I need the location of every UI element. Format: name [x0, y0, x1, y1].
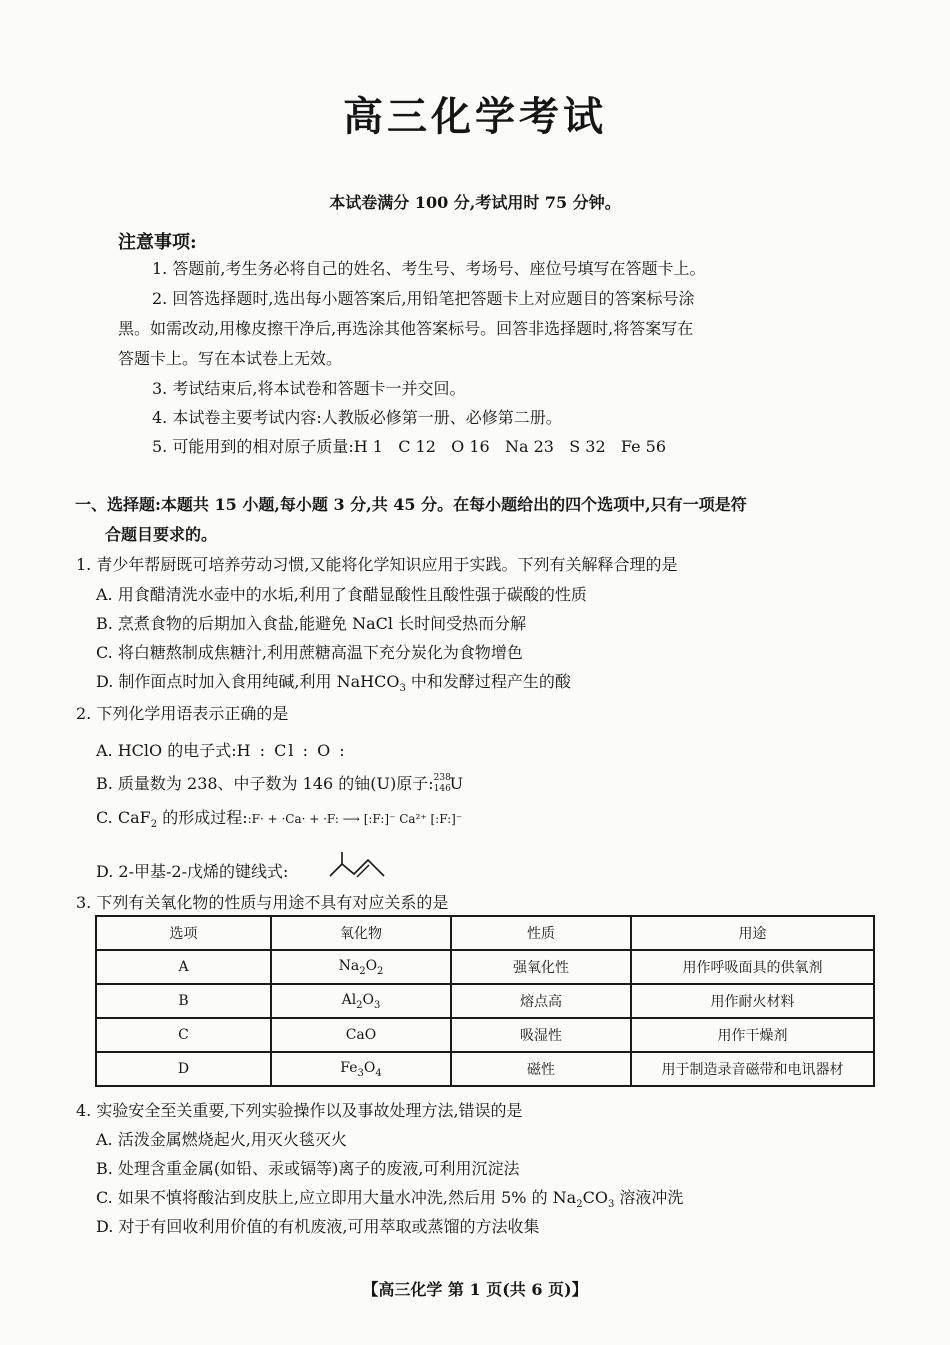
- question-4-option-d: D. 对于有回收利用价值的有机废液,可用萃取或蒸馏的方法收集: [96, 1217, 540, 1236]
- subscript: 3: [607, 1199, 615, 1211]
- formula: Fe: [340, 1059, 358, 1076]
- table-header-row: [96, 916, 874, 950]
- table-header: 氧化物: [271, 916, 451, 950]
- subscript: 3: [357, 1067, 364, 1079]
- question-1-option-c: C. 将白糖熬制成焦糖汁,利用蔗糖高温下充分炭化为食物增色: [96, 643, 523, 662]
- formula: Al: [341, 991, 357, 1008]
- page-footer: 【高三化学 第 1 页(共 6 页)】: [362, 1280, 588, 1299]
- bond-line-structure-icon: [328, 850, 388, 882]
- table-row: [96, 1052, 874, 1086]
- table-cell: [271, 950, 451, 984]
- section-heading: 一、选择题:本题共 15 小题,每小题 3 分,共 45 分。在每小题给出的四个选项中,只有一项是符: [75, 495, 747, 514]
- question-2-stem: 2. 下列化学用语表示正确的是: [76, 704, 289, 723]
- table-cell: 用作呼吸面具的供氧剂: [631, 950, 874, 984]
- nuclide-symbol: [433, 772, 464, 794]
- notice-item: 黑。如需改动,用橡皮擦干净后,再选涂其他答案标号。回答非选择题时,将答案写在: [118, 319, 694, 338]
- table-cell: 磁性: [451, 1052, 631, 1086]
- table-header: 性质: [451, 916, 631, 950]
- question-1-option-a: A. 用食醋清洗水壶中的水垢,利用了食醋显酸性且酸性强于碳酸的性质: [96, 585, 587, 604]
- element-symbol: U: [449, 773, 464, 793]
- question-4-option-a: A. 活泼金属燃烧起火,用灭火毯灭火: [96, 1130, 347, 1149]
- formula: CO: [582, 1188, 608, 1207]
- option-text: D. 制作面点时加入食用纯碱,利用 NaHCO: [96, 672, 400, 691]
- option-text: A. HClO 的电子式:: [96, 741, 237, 760]
- table-cell: 吸湿性: [451, 1018, 631, 1052]
- table-cell: C: [96, 1018, 271, 1052]
- table-cell: CaO: [271, 1018, 451, 1052]
- table-cell: [271, 1052, 451, 1086]
- question-4-option-c: [96, 1185, 683, 1210]
- table-row: [96, 1018, 874, 1052]
- question-1-option-d: [96, 669, 571, 694]
- table-header: 用途: [631, 916, 874, 950]
- notice-item: 5. 可能用到的相对原子质量:H 1 C 12 O 16 Na 23 S 32 Fe 56: [152, 437, 667, 456]
- question-2-option-d: D. 2-甲基-2-戊烯的键线式:: [96, 862, 289, 881]
- question-2-option-c: [96, 805, 462, 830]
- notice-item: 4. 本试卷主要考试内容:人教版必修第一册、必修第二册。: [152, 408, 562, 427]
- formula: O: [365, 957, 378, 974]
- exam-info: 本试卷满分 100 分,考试用时 75 分钟。: [329, 193, 621, 212]
- question-4-option-b: B. 处理含重金属(如铅、汞或镉等)离子的废液,可利用沉淀法: [96, 1159, 520, 1178]
- oxide-table: [95, 915, 875, 1087]
- table-cell: 熔点高: [451, 984, 631, 1018]
- table-cell: D: [96, 1052, 271, 1086]
- subscript: 2: [356, 999, 363, 1011]
- table-cell: A: [96, 950, 271, 984]
- page-title: 高三化学考试: [343, 93, 607, 140]
- subscript: 2: [150, 819, 158, 831]
- subscript: 2: [359, 965, 366, 977]
- table-cell: 用作干燥剂: [631, 1018, 874, 1052]
- option-text: 中和发酵过程产生的酸: [405, 672, 571, 691]
- question-3-stem: 3. 下列有关氧化物的性质与用途不具有对应关系的是: [76, 893, 449, 912]
- section-heading-cont: 合题目要求的。: [105, 525, 218, 544]
- table-row: [96, 950, 874, 984]
- table-header: 选项: [96, 916, 271, 950]
- question-1-option-b: B. 烹煮食物的后期加入食盐,能避免 NaCl 长时间受热而分解: [96, 614, 527, 633]
- table-cell: 用作耐火材料: [631, 984, 874, 1018]
- subscript: 2: [377, 965, 384, 977]
- option-text: 溶液冲洗: [614, 1188, 684, 1207]
- subscript: 3: [374, 999, 381, 1011]
- formation-process: :F· + ·Ca· + ·F: ⟶ [:F:]⁻ Ca²⁺ [:F:]⁻: [247, 812, 463, 826]
- table-cell: B: [96, 984, 271, 1018]
- option-text: 的形成过程:: [157, 808, 248, 827]
- notice-item: 答题卡上。写在本试卷上无效。: [118, 349, 343, 368]
- question-2-option-b: [96, 771, 464, 794]
- table-row: [96, 984, 874, 1018]
- table-cell: 强氧化性: [451, 950, 631, 984]
- question-1-stem: 1. 青少年帮厨既可培养劳动习惯,又能将化学知识应用于实践。下列有关解释合理的是: [76, 555, 678, 574]
- question-4-stem: 4. 实验安全至关重要,下列实验操作以及事故处理方法,错误的是: [76, 1101, 523, 1120]
- formula: O: [363, 1059, 376, 1076]
- table-cell: 用于制造录音磁带和电讯器材: [631, 1052, 874, 1086]
- subscript: 3: [399, 683, 406, 695]
- formula: O: [362, 991, 375, 1008]
- atomic-number: 146: [433, 783, 451, 794]
- subscript: 4: [375, 1067, 382, 1079]
- notice-item: 3. 考试结束后,将本试卷和答题卡一并交回。: [152, 379, 466, 398]
- option-text: C. 如果不慎将酸沾到皮肤上,应立即用大量水冲洗,然后用 5% 的 Na: [96, 1188, 577, 1207]
- notice-heading: 注意事项:: [118, 232, 197, 253]
- formula: Na: [338, 957, 360, 974]
- option-text: C. CaF: [96, 808, 151, 827]
- option-text: B. 质量数为 238、中子数为 146 的铀(U)原子:: [96, 774, 434, 793]
- notice-item: 2. 回答选择题时,选出每小题答案后,用铅笔把答题卡上对应题目的答案标号涂: [152, 289, 695, 308]
- notice-item: 1. 答题前,考生务必将自己的姓名、考生号、考场号、座位号填写在答题卡上。: [152, 259, 706, 278]
- table-cell: [271, 984, 451, 1018]
- electron-formula: H : Cl : O :: [236, 741, 347, 760]
- subscript: 2: [576, 1199, 583, 1211]
- question-2-option-a: [96, 738, 347, 761]
- mass-number: 238: [433, 772, 451, 783]
